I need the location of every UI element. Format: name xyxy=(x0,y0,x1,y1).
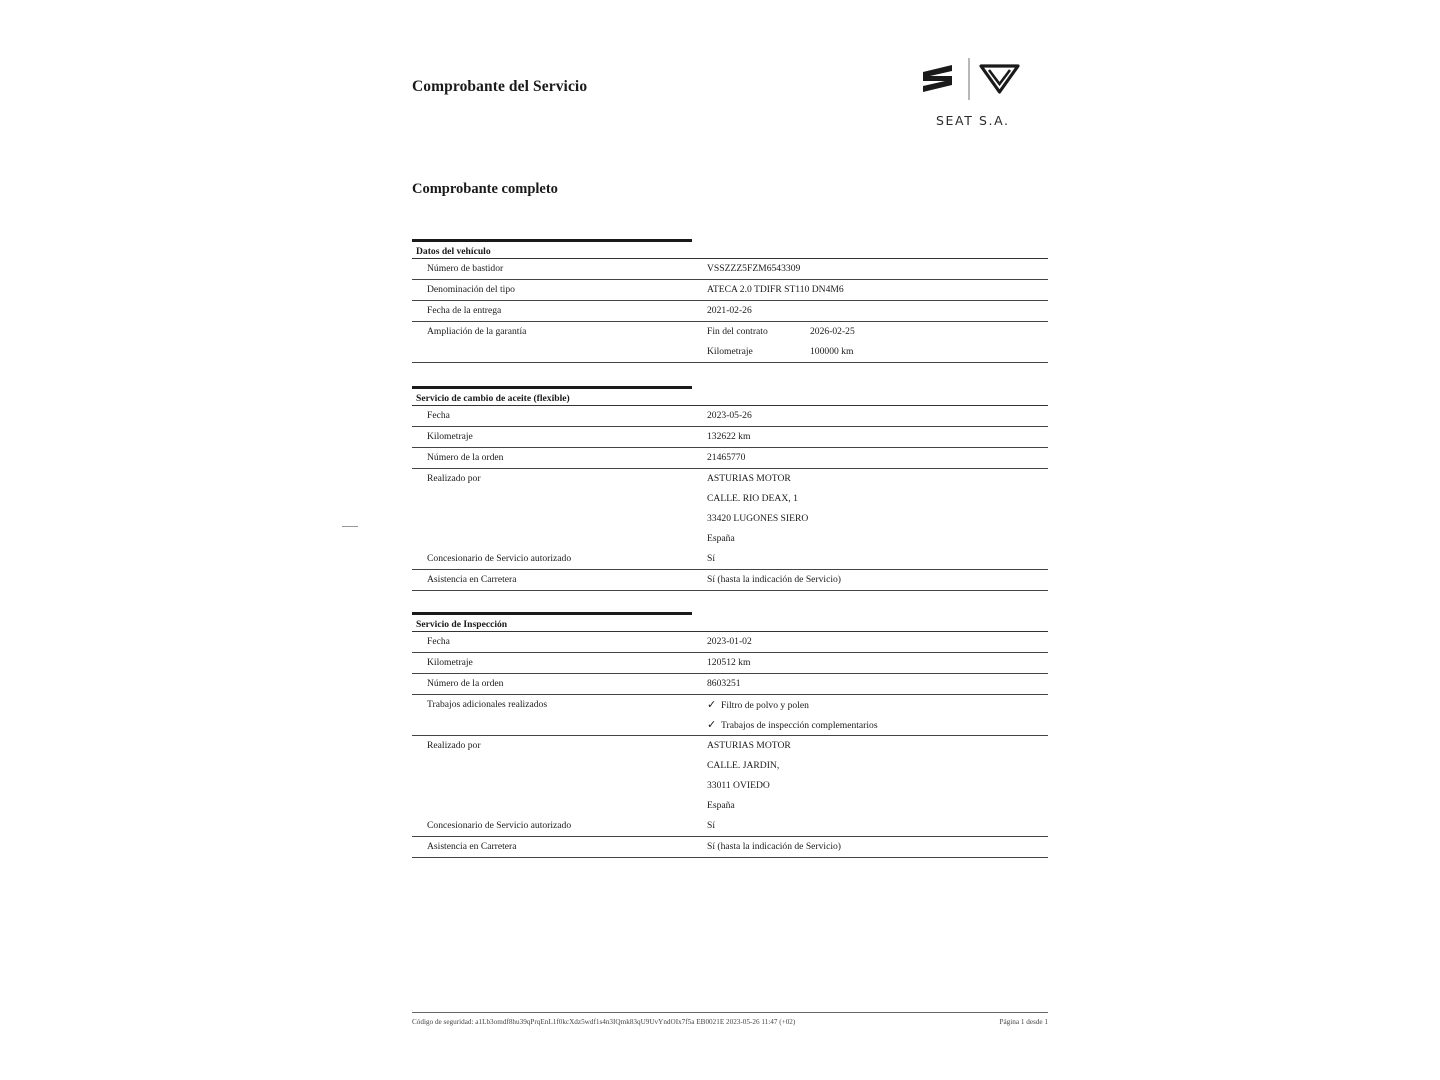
inspection-section-heading: Servicio de Inspección xyxy=(412,615,1048,632)
vin-label: Número de bastidor xyxy=(427,263,504,274)
oil-performed-label: Realizado por xyxy=(427,473,481,484)
insp-dealer-value: Sí xyxy=(707,820,716,831)
document-title: Comprobante del Servicio xyxy=(412,78,588,95)
warranty-km-label: Kilometraje xyxy=(707,346,753,357)
warranty-km-value: 100000 km xyxy=(810,346,854,357)
insp-dealer-label: Concesionario de Servicio autorizado xyxy=(427,820,572,831)
vehicle-delivery-row xyxy=(412,301,1048,322)
insp-order-row xyxy=(412,674,1048,695)
oil-order-label: Número de la orden xyxy=(427,452,504,463)
insp-performed-line: 33011 OVIEDO xyxy=(707,780,770,791)
oil-roadside-value: Sí (hasta la indicación de Servicio) xyxy=(707,574,842,585)
insp-performed-label: Realizado por xyxy=(427,740,481,751)
inspection-section xyxy=(412,612,1048,858)
insp-date-row xyxy=(412,632,1048,653)
delivery-value: 2021-02-26 xyxy=(707,305,752,316)
oil-date-row xyxy=(412,406,1048,427)
insp-performed-row xyxy=(412,736,1048,816)
oil-roadside-label: Asistencia en Carretera xyxy=(427,574,517,585)
oil-performed-row xyxy=(412,469,1048,549)
oil-roadside-row xyxy=(412,570,1048,591)
oil-performed-line: ASTURIAS MOTOR xyxy=(707,473,791,484)
insp-roadside-label: Asistencia en Carretera xyxy=(427,841,517,852)
oil-section-heading: Servicio de cambio de aceite (flexible) xyxy=(412,389,1048,406)
type-label: Denominación del tipo xyxy=(427,284,515,295)
insp-extra-label: Trabajos adicionales realizados xyxy=(427,699,548,710)
insp-km-value: 120512 km xyxy=(707,657,751,668)
insp-order-label: Número de la orden xyxy=(427,678,504,689)
oil-performed-line: España xyxy=(707,533,735,544)
warranty-end-line xyxy=(707,322,1048,342)
insp-order-value: 8603251 xyxy=(707,678,741,689)
insp-performed-line: CALLE. JARDIN, xyxy=(707,760,780,771)
insp-performed-line: ASTURIAS MOTOR xyxy=(707,740,791,751)
oil-order-value: 21465770 xyxy=(707,452,746,463)
insp-km-label: Kilometraje xyxy=(427,657,473,668)
seat-logo-icon xyxy=(923,65,952,92)
oil-km-value: 132622 km xyxy=(707,431,751,442)
oil-dealer-label: Concesionario de Servicio autorizado xyxy=(427,553,572,564)
cupra-logo-icon xyxy=(981,66,1018,92)
oil-performed-line: 33420 LUGONES SIERO xyxy=(707,513,809,524)
oil-km-row xyxy=(412,427,1048,448)
warranty-end-label: Fin del contrato xyxy=(707,326,768,337)
insp-date-value: 2023-01-02 xyxy=(707,636,752,647)
vehicle-warranty-row xyxy=(412,322,1048,363)
oil-dealer-row xyxy=(412,549,1048,570)
document-subtitle: Comprobante completo xyxy=(412,181,558,197)
insp-roadside-value: Sí (hasta la indicación de Servicio) xyxy=(707,841,842,852)
type-value: ATECA 2.0 TDIFR ST110 DN4M6 xyxy=(707,284,844,295)
vin-value: VSSZZZ5FZM6543309 xyxy=(707,263,801,274)
checkmark-icon: ✓ xyxy=(707,698,717,711)
insp-km-row xyxy=(412,653,1048,674)
insp-dealer-row xyxy=(412,816,1048,837)
checkmark-icon: ✓ xyxy=(707,718,717,731)
oil-km-label: Kilometraje xyxy=(427,431,473,442)
vehicle-type-row xyxy=(412,280,1048,301)
insp-extra-row xyxy=(412,695,1048,736)
margin-mark xyxy=(342,526,358,527)
security-code: Código de seguridad: a1Lb3omdf8hu39qPrqEnL1f0kcXdz5wdf1s4n3IQmk83qU9UvYndOIx7f5a EB0021E 2023-05-26 11:47 (+02) xyxy=(412,1018,796,1026)
insp-extra-item: ✓ Filtro de polvo y polen xyxy=(707,695,1048,715)
insp-roadside-row xyxy=(412,837,1048,858)
insp-performed-line: España xyxy=(707,800,735,811)
oil-order-row xyxy=(412,448,1048,469)
oil-date-value: 2023-05-26 xyxy=(707,410,752,421)
insp-date-label: Fecha xyxy=(427,636,450,647)
warranty-label: Ampliación de la garantía xyxy=(427,326,527,337)
insp-extra-item: ✓ Trabajos de inspección complementarios xyxy=(707,715,1048,735)
vehicle-vin-row xyxy=(412,259,1048,280)
oil-date-label: Fecha xyxy=(427,410,450,421)
warranty-end-value: 2026-02-25 xyxy=(810,326,855,337)
vehicle-section-heading: Datos del vehículo xyxy=(412,242,1048,259)
page-number: Página 1 desde 1 xyxy=(999,1018,1048,1026)
vehicle-data-section xyxy=(412,239,1048,363)
oil-performed-line: CALLE. RIO DEAX, 1 xyxy=(707,493,798,504)
oil-service-section xyxy=(412,386,1048,591)
oil-dealer-value: Sí xyxy=(707,553,716,564)
warranty-km-line xyxy=(707,342,1048,362)
page-footer xyxy=(412,1012,1048,1026)
delivery-label: Fecha de la entrega xyxy=(427,305,502,316)
brand-caption: SEAT S.A. xyxy=(936,113,1010,128)
